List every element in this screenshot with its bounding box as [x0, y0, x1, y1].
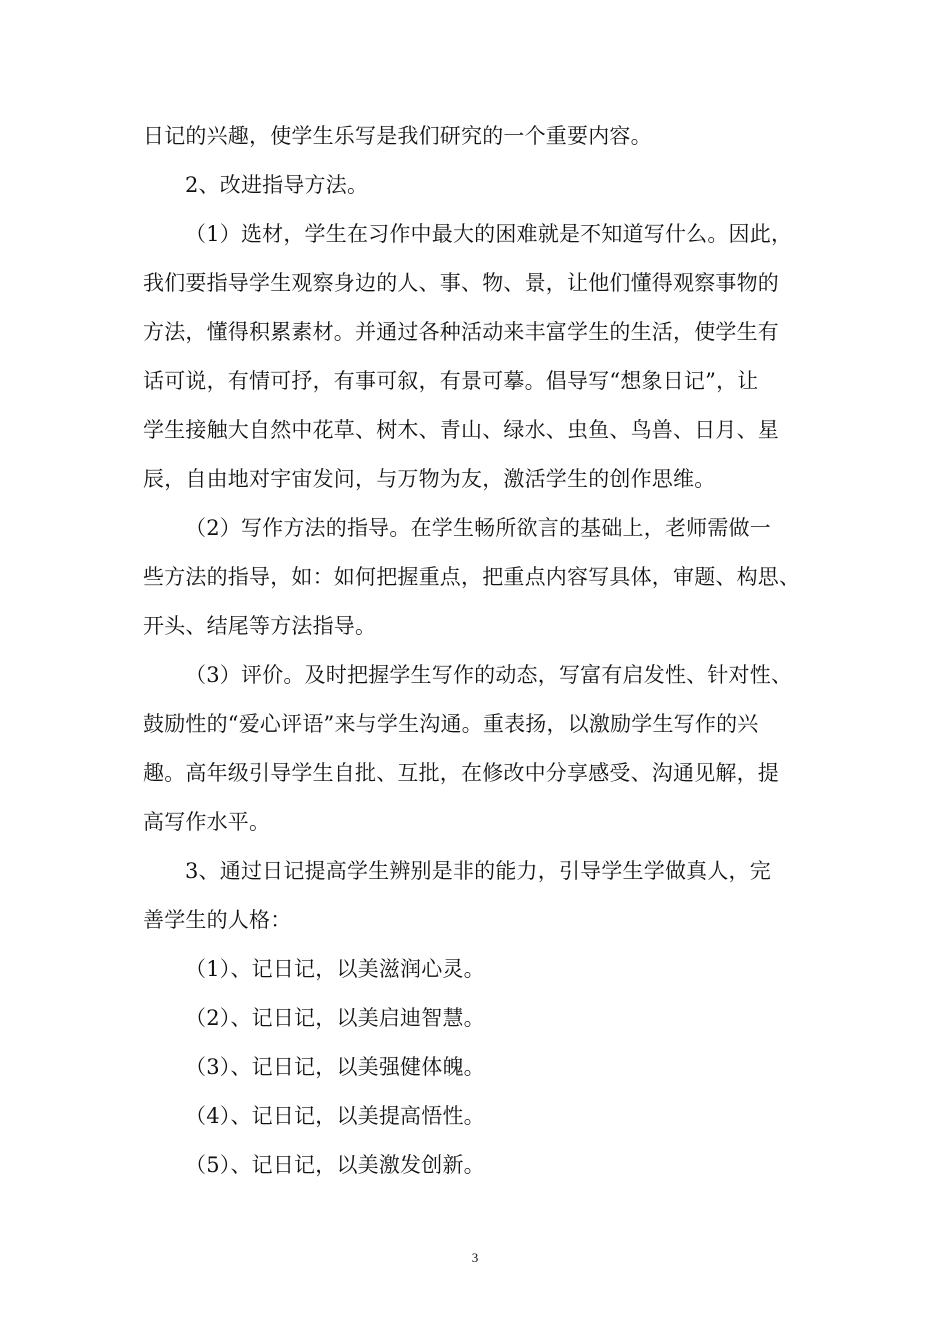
text-line: 高写作水平。	[143, 810, 271, 834]
text-line: 学生接触大自然中花草、树木、青山、绿水、虫鱼、鸟兽、日月、星	[143, 418, 779, 442]
text-line: （1）选材，学生在习作中最大的困难就是不知道写什么。因此，	[185, 222, 793, 246]
text-line: 方法，懂得积累素材。并通过各种活动来丰富学生的生活，使学生有	[143, 320, 779, 344]
text-line: （2）写作方法的指导。在学生畅所欲言的基础上，老师需做一	[185, 516, 771, 540]
section-heading-2: 2、改进指导方法。	[185, 173, 369, 197]
text-line: 些方法的指导，如：如何把握重点，把重点内容写具体，审题、构思、	[143, 565, 801, 589]
page-number: 3	[471, 1250, 479, 1265]
body-text	[143, 112, 808, 1190]
text-line: 辰，自由地对宇宙发问，与万物为友，激活学生的创作思维。	[143, 467, 716, 491]
text-line: 我们要指导学生观察身边的人、事、物、景，让他们懂得观察事物的	[143, 271, 779, 295]
list-item: （4）、记日记，以美提高悟性。	[185, 1104, 485, 1128]
list-item: （2）、记日记，以美启迪智慧。	[185, 1006, 485, 1030]
text-line: （3）评价。及时把握学生写作的动态，写富有启发性、针对性、	[185, 663, 793, 687]
section-heading-3: 3、通过日记提高学生辨别是非的能力，引导学生学做真人，完	[185, 859, 771, 883]
text-line: 善学生的人格：	[143, 908, 292, 932]
text-line: 趣。高年级引导学生自批、互批，在修改中分享感受、沟通见解，提	[143, 761, 779, 785]
text-line: 日记的兴趣，使学生乐写是我们研究的一个重要内容。	[143, 124, 652, 148]
list-item: （1）、记日记，以美滋润心灵。	[185, 957, 485, 981]
text-line: 话可说，有情可抒，有事可叙，有景可摹。倡导写“想象日记”，让	[143, 369, 759, 393]
text-line: 鼓励性的“爱心评语”来与学生沟通。重表扬，以激励学生写作的兴	[143, 712, 759, 736]
list-item: （5）、记日记，以美激发创新。	[185, 1153, 485, 1177]
text-line: 开头、结尾等方法指导。	[143, 614, 377, 638]
list-item: （3）、记日记，以美强健体魄。	[185, 1055, 485, 1079]
